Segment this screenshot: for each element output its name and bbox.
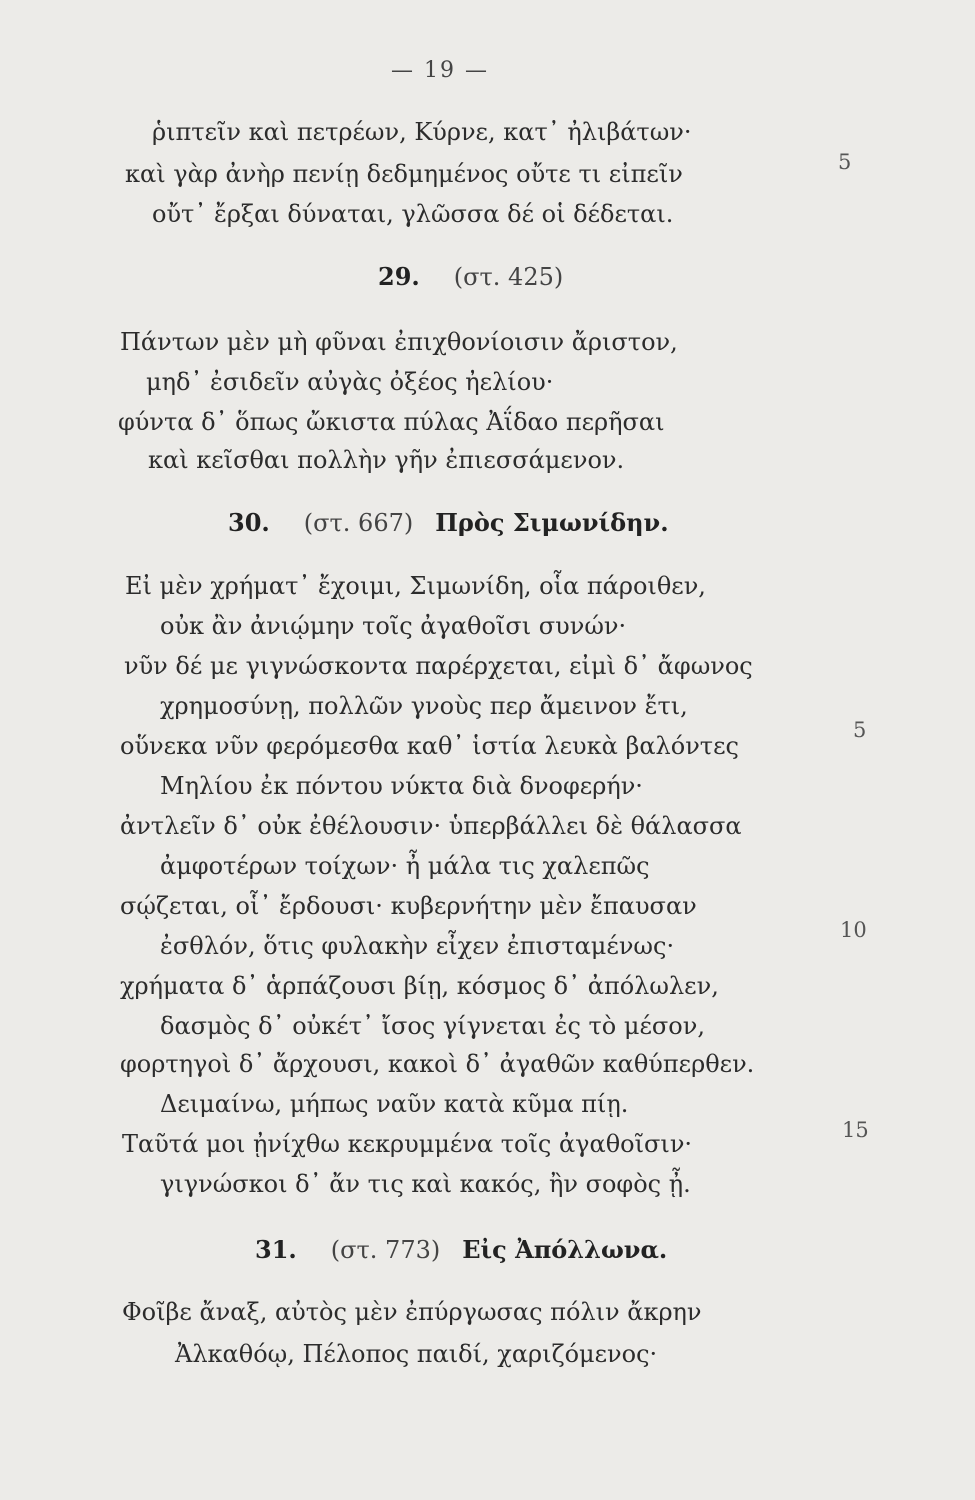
verse-line: οὔτ᾽ ἔρξαι δύναται, γλῶσσα δέ οἱ δέδεται. <box>152 200 674 228</box>
poem-heading <box>255 1235 667 1264</box>
poem-heading <box>378 262 563 291</box>
verse-reference: (στ. 425) <box>453 263 564 291</box>
verse-line: χρημοσύνῃ, πολλῶν γνοὺς περ ἄμεινον ἔτι, <box>160 692 688 720</box>
verse-line: φύντα δ᾽ ὅπως ὤκιστα πύλας Ἀΐδαο περῆσαι <box>118 408 665 436</box>
line-number: 15 <box>842 1118 869 1142</box>
verse-line: Ἀλκαθόῳ, Πέλοπος παιδί, χαριζόμενος· <box>175 1340 658 1368</box>
verse-line: δασμὸς δ᾽ οὐκέτ᾽ ἴσος γίγνεται ἐς τὸ μέσον, <box>160 1012 705 1040</box>
poem-title: Πρὸς Σιμωνίδην. <box>435 508 669 537</box>
verse-line: Ταῦτά μοι ᾐνίχθω κεκρυμμένα τοῖς ἀγαθοῖσιν· <box>122 1130 693 1158</box>
poem-number: 29. <box>378 262 420 291</box>
line-number: 5 <box>838 150 852 174</box>
page-number: — 19 — <box>391 58 489 83</box>
verse-line: Πάντων μὲν μὴ φῦναι ἐπιχθονίοισιν ἄριστον, <box>120 328 678 356</box>
verse-line: χρήματα δ᾽ ἁρπάζουσι βίῃ, κόσμος δ᾽ ἀπόλωλεν, <box>120 972 719 1000</box>
verse-line: Μηλίου ἐκ πόντου νύκτα διὰ δνοφερήν· <box>160 772 643 800</box>
verse-line: μηδ᾽ ἐσιδεῖν αὐγὰς ὀξέος ἠελίου· <box>146 368 554 396</box>
verse-line: οὐκ ἂν ἀνιῴμην τοῖς ἀγαθοῖσι συνών· <box>160 612 627 640</box>
verse-line: Φοῖβε ἄναξ, αὐτὸς μὲν ἐπύργωσας πόλιν ἄκρην <box>122 1298 702 1326</box>
line-number: 10 <box>840 918 867 942</box>
poem-number: 30. <box>228 508 270 537</box>
verse-line: ῥιπτεῖν καὶ πετρέων, Κύρνε, κατ᾽ ἠλιβάτων· <box>152 118 692 146</box>
verse-line: Δειμαίνω, μήπως ναῦν κατὰ κῦμα πίῃ. <box>160 1090 629 1118</box>
poem-heading <box>228 508 669 537</box>
verse-reference: (στ. 667) <box>303 509 414 537</box>
line-number: 5 <box>853 718 867 742</box>
verse-line: οὕνεκα νῦν φερόμεσθα καθ᾽ ἱστία λευκὰ βαλόντες <box>120 732 739 760</box>
verse-line: καὶ γὰρ ἀνὴρ πενίῃ δεδμημένος οὔτε τι εἰπεῖν <box>125 160 683 188</box>
verse-line: φορτηγοὶ δ᾽ ἄρχουσι, κακοὶ δ᾽ ἀγαθῶν καθύπερθεν. <box>120 1050 755 1078</box>
verse-reference: (στ. 773) <box>330 1236 441 1264</box>
verse-line: καὶ κεῖσθαι πολλὴν γῆν ἐπιεσσάμενον. <box>148 446 625 474</box>
verse-line: ἀμφοτέρων τοίχων· ἦ μάλα τις χαλεπῶς <box>160 852 650 880</box>
verse-line: Εἰ μὲν χρήματ᾽ ἔχοιμι, Σιμωνίδη, οἷα πάροιθεν, <box>125 572 706 600</box>
verse-line: ἀντλεῖν δ᾽ οὐκ ἐθέλουσιν· ὑπερβάλλει δὲ θάλασσα <box>120 812 742 840</box>
verse-line: σῴζεται, οἷ᾽ ἔρδουσι· κυβερνήτην μὲν ἔπαυσαν <box>120 892 697 920</box>
poem-title: Εἰς Ἀπόλλωνα. <box>462 1235 668 1264</box>
poem-number: 31. <box>255 1235 297 1264</box>
verse-line: γιγνώσκοι δ᾽ ἄν τις καὶ κακός, ἢν σοφὸς ᾖ. <box>160 1170 691 1198</box>
verse-line: ἐσθλόν, ὅτις φυλακὴν εἶχεν ἐπισταμένως· <box>160 932 675 960</box>
verse-line: νῦν δέ με γιγνώσκοντα παρέρχεται, εἰμὶ δ᾽ ἄφωνος <box>124 652 753 680</box>
